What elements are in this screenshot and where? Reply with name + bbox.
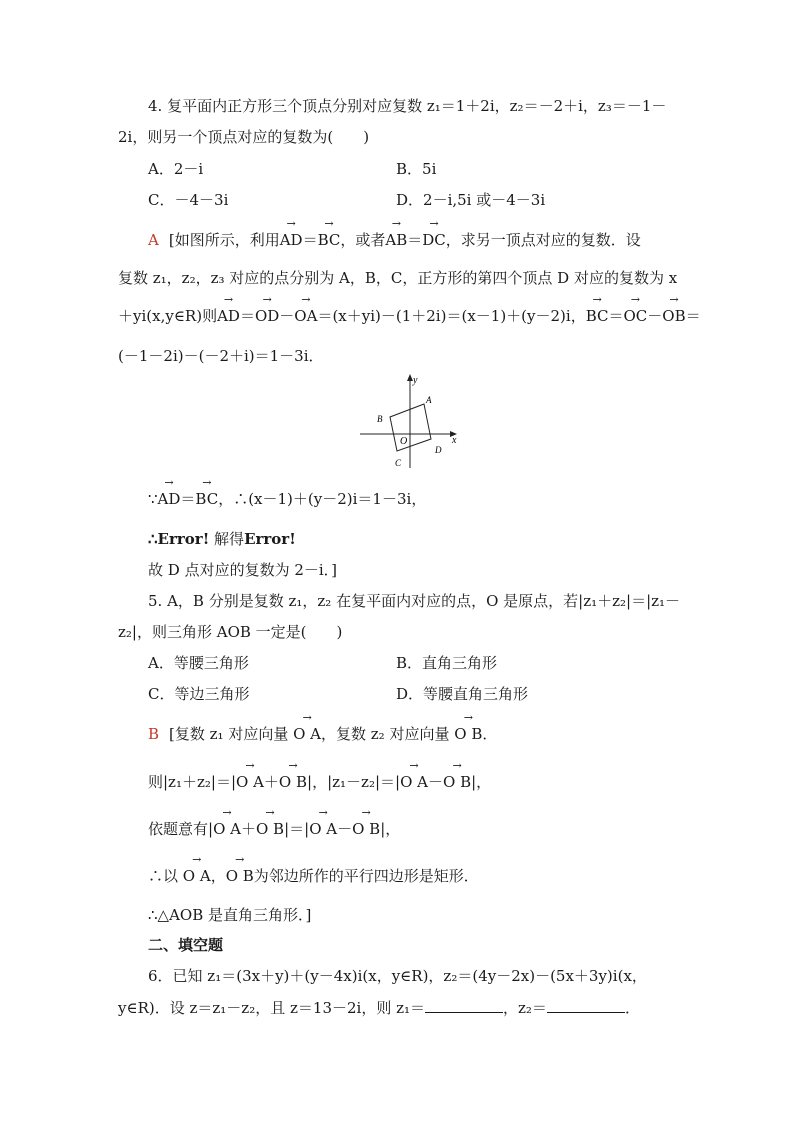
text: 则|z₁＋z₂|＝| xyxy=(148,773,236,791)
error-text: Error! xyxy=(244,530,296,548)
text: |， xyxy=(380,820,401,838)
q5-solution-line4 xyxy=(148,866,479,886)
vector-OA: → O A xyxy=(213,819,241,839)
section-heading: 二、填空题 xyxy=(148,936,224,954)
vector-AD: → AD xyxy=(158,489,181,509)
vector-BC: → BC xyxy=(195,489,218,509)
period: ． xyxy=(482,725,498,743)
vector-OD: → OD xyxy=(255,306,279,326)
q5-option-b: B．直角三角形 xyxy=(396,654,498,672)
plus: ＋ xyxy=(240,820,256,838)
text: ，或者 xyxy=(340,231,386,249)
q5-option-d: D．等腰直角三角形 xyxy=(396,685,529,703)
vector-OB: → O B xyxy=(279,772,307,792)
text: 依题意有| xyxy=(148,820,214,838)
minus: － xyxy=(647,307,663,325)
text: y∈R)．设 z＝z₁－z₂，且 z＝13－2i，则 z₁＝ xyxy=(118,999,426,1017)
plus: ＋ xyxy=(263,773,279,791)
q5-solution-line2 xyxy=(148,772,491,792)
vector-OB: → O B xyxy=(226,866,254,886)
q4-solution-line4: (－1－2i)－(－2＋i)＝1－3i． xyxy=(118,347,324,365)
q4-solution-line6 xyxy=(148,529,296,549)
vector-OA: → O A xyxy=(293,724,321,744)
vector-AD: → AD xyxy=(280,230,303,250)
vector-OA: → O A xyxy=(236,772,264,792)
q4-solution-line3 xyxy=(118,306,701,326)
equals: ＝ xyxy=(608,307,624,325)
vector-BC: → BC xyxy=(318,230,341,250)
label-D: D xyxy=(435,445,442,455)
text: |，|z₁－z₂|＝| xyxy=(307,773,401,791)
q5-option-a: A．等腰三角形 xyxy=(148,654,249,672)
label-y: y xyxy=(413,375,418,386)
text: ， xyxy=(210,867,226,885)
q4-solution-line1 xyxy=(148,230,641,250)
equals: ＝ xyxy=(685,307,701,325)
q4-solution-line2: 复数 z₁，z₂，z₃ 对应的点分别为 A，B，C，正方形的第四个顶点 D 对应的复数为 x xyxy=(118,269,678,287)
equals: ＝ xyxy=(180,490,196,508)
q5-stem-line1: 5. A，B 分别是复数 z₁，z₂ 在复平面内对应的点，O 是原点，若|z₁＋z₂|＝|z₁－ xyxy=(148,592,681,610)
vector-AD: → AD xyxy=(217,306,240,326)
q4-stem-line1: 4. 复平面内正方形三个顶点分别对应复数 z₁＝1＋2i，z₂＝－2＋i，z₃＝－1－ xyxy=(148,97,667,115)
vector-OC: → OC xyxy=(624,306,648,326)
text: [复数 z₁ 对应向量 xyxy=(169,725,294,743)
minus: － xyxy=(337,820,353,838)
label-B: B xyxy=(377,414,383,424)
vector-OB: → O B xyxy=(352,819,380,839)
equals: ＝ xyxy=(407,231,423,249)
q5-answer: B xyxy=(148,725,160,743)
text: [如图所示，利用 xyxy=(168,231,280,249)
q4-answer: A xyxy=(148,231,159,249)
q6-line1: 6．已知 z₁＝(3x＋y)＋(y－4x)i(x，y∈R)，z₂＝(4y－2x)－(5x＋3y)i(x， xyxy=(148,967,647,985)
vector-BC: → BC xyxy=(586,306,609,326)
label-C: C xyxy=(395,458,402,468)
answer-blank-z2[interactable] xyxy=(547,998,625,1013)
text: ，复数 z₂ 对应向量 xyxy=(321,725,455,743)
q4-option-a: A．2－i xyxy=(148,160,204,178)
label-A: A xyxy=(426,395,432,405)
q4-option-c: C．－4－3i xyxy=(148,191,229,209)
vector-OB: → OB xyxy=(662,306,685,326)
text: ，∴(x－1)＋(y－2)i＝1－3i， xyxy=(218,490,427,508)
vector-OA: → O A xyxy=(183,866,211,886)
text: ＋yi(x,y∈R)则 xyxy=(118,307,218,325)
text: 解得 xyxy=(209,530,245,548)
q5-solution-line1 xyxy=(148,724,497,744)
vector-DC: → DC xyxy=(422,230,446,250)
q5-solution-line5: ∴△AOB 是直角三角形．] xyxy=(148,906,312,924)
q4-stem-line2: 2i，则另一个顶点对应的复数为( ) xyxy=(118,128,370,146)
q5-solution-line3 xyxy=(148,819,400,839)
square-diagram xyxy=(360,373,465,473)
equals: ＝ xyxy=(302,231,318,249)
q4-option-d: D．2－i,5i 或－4－3i xyxy=(396,191,546,209)
text: ∴以 xyxy=(148,867,183,885)
vector-OB: → O B xyxy=(256,819,284,839)
q5-option-c: C．等边三角形 xyxy=(148,685,250,703)
text: ． xyxy=(624,999,640,1017)
vector-OA: → O A xyxy=(309,819,337,839)
vector-OB: → O B xyxy=(454,724,482,744)
text: ＝(x＋yi)－(1＋2i)＝(x－1)＋(y－2)i， xyxy=(317,307,586,325)
minus: － xyxy=(279,307,295,325)
label-x: x xyxy=(452,435,457,446)
q4-solution-line7: 故 D 点对应的复数为 2－i．] xyxy=(148,561,338,579)
label-O: O xyxy=(400,436,408,447)
vector-OA: → O A xyxy=(400,772,428,792)
vector-AB: → AB xyxy=(385,230,407,250)
answer-blank-z1[interactable] xyxy=(425,998,503,1013)
text: |， xyxy=(471,773,492,791)
because-symbol: ∵ xyxy=(148,490,158,508)
minus: － xyxy=(427,773,443,791)
text: ，求另一顶点对应的复数．设 xyxy=(445,231,641,249)
text: 为邻边所作的平行四边形是矩形． xyxy=(253,867,479,885)
equals: ＝ xyxy=(239,307,255,325)
q6-line2 xyxy=(118,998,640,1018)
error-text: ∴Error! xyxy=(148,530,210,548)
q4-solution-line5 xyxy=(148,489,426,509)
text: |＝| xyxy=(284,820,310,838)
vector-OA: → OA xyxy=(294,306,317,326)
text: ，z₂＝ xyxy=(503,999,547,1017)
q4-option-b: B．5i xyxy=(396,160,437,178)
vector-OB: → O B xyxy=(443,772,471,792)
q5-stem-line2: z₂|，则三角形 AOB 一定是( ) xyxy=(118,623,343,641)
